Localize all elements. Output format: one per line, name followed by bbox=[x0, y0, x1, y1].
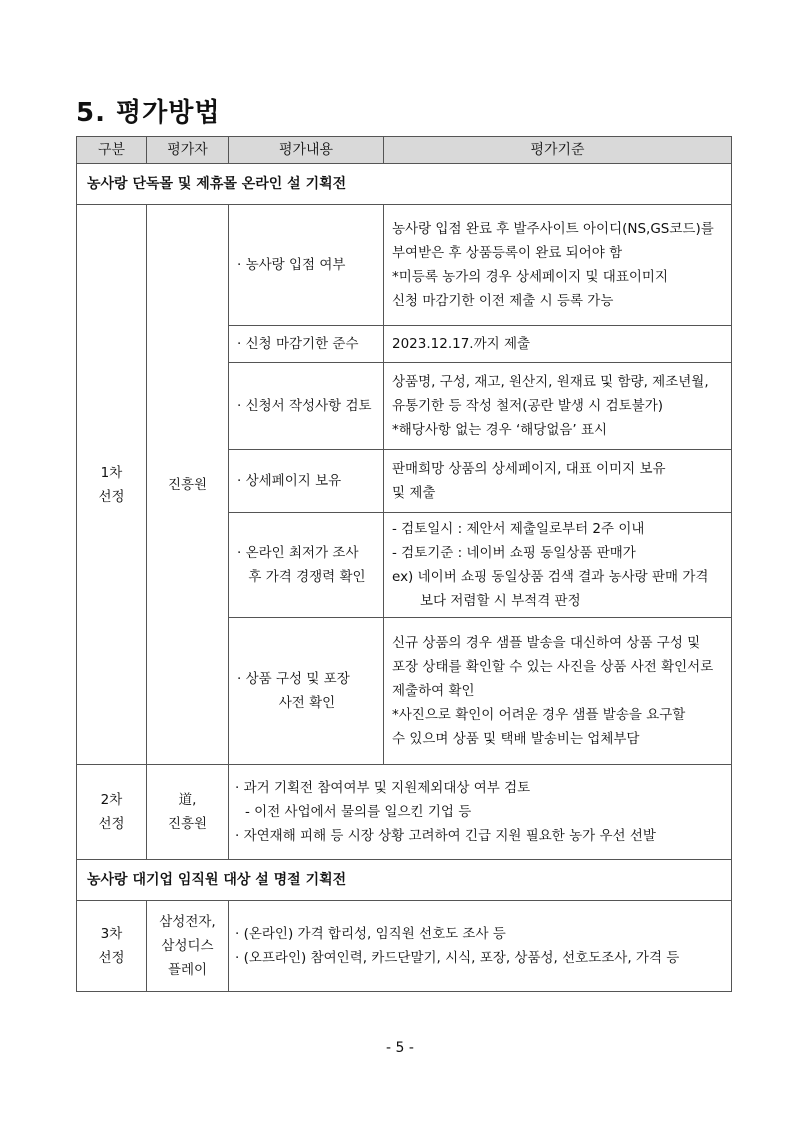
section-title: 농사랑 단독몰 및 제휴몰 온라인 설 기획전 bbox=[77, 164, 732, 205]
section-row bbox=[77, 860, 732, 901]
stage-label: 2차 선정 bbox=[77, 765, 147, 860]
header-evaluator: 평가자 bbox=[147, 137, 229, 164]
header-content: 평가내용 bbox=[229, 137, 384, 164]
page-title: 5. 평가방법 bbox=[76, 98, 221, 128]
eval-criteria: 2023.12.17.까지 제출 bbox=[384, 326, 732, 363]
header-category: 구분 bbox=[77, 137, 147, 164]
evaluator: 道, 진흥원 bbox=[147, 765, 229, 860]
stage-label: 3차 선정 bbox=[77, 901, 147, 992]
table-row bbox=[77, 205, 732, 326]
stage-label: 1차 선정 bbox=[77, 205, 147, 765]
eval-content: · 농사랑 입점 여부 bbox=[229, 205, 384, 326]
section-title: 농사랑 대기업 임직원 대상 설 명절 기획전 bbox=[77, 860, 732, 901]
eval-content: · 신청 마감기한 준수 bbox=[229, 326, 384, 363]
header-criteria: 평가기준 bbox=[384, 137, 732, 164]
eval-criteria: · 과거 기획전 참여여부 및 지원제외대상 여부 검토 - 이전 사업에서 물의를 일으킨 기업 등 · 자연재해 피해 등 시장 상황 고려하여 긴급 지원 필요한 농가 우선 선발 bbox=[229, 765, 732, 860]
section-row bbox=[77, 164, 732, 205]
eval-criteria: 신규 상품의 경우 샘플 발송을 대신하여 상품 구성 및 포장 상태를 확인할 수 있는 사진을 상품 사전 확인서로 제출하여 확인 *사진으로 확인이 어려운 경우 샘플 발송을 요구할 수 있으며 상품 및 택배 발송비는 업체부담 bbox=[384, 618, 732, 765]
eval-criteria: - 검토일시 : 제안서 제출일로부터 2주 이내 - 검토기준 : 네이버 쇼핑 동일상품 판매가 ex) 네이버 쇼핑 동일상품 검색 결과 농사랑 판매 가격 보다 저렴할 시 부적격 판정 bbox=[384, 513, 732, 618]
eval-content: · 상세페이지 보유 bbox=[229, 450, 384, 513]
table-header-row bbox=[77, 137, 732, 164]
eval-content: · 신청서 작성사항 검토 bbox=[229, 363, 384, 450]
eval-criteria: · (온라인) 가격 합리성, 임직원 선호도 조사 등 · (오프라인) 참여인력, 카드단말기, 시식, 포장, 상품성, 선호도조사, 가격 등 bbox=[229, 901, 732, 992]
eval-content: · 온라인 최저가 조사 후 가격 경쟁력 확인 bbox=[229, 513, 384, 618]
evaluator: 삼성전자, 삼성디스 플레이 bbox=[147, 901, 229, 992]
table-row bbox=[77, 765, 732, 860]
eval-criteria: 판매희망 상품의 상세페이지, 대표 이미지 보유 및 제출 bbox=[384, 450, 732, 513]
eval-content: · 상품 구성 및 포장 사전 확인 bbox=[229, 618, 384, 765]
evaluation-table bbox=[76, 136, 732, 992]
page-number: - 5 - bbox=[386, 1040, 414, 1056]
eval-criteria: 농사랑 입점 완료 후 발주사이트 아이디(NS,GS코드)를 부여받은 후 상품등록이 완료 되어야 함 *미등록 농가의 경우 상세페이지 및 대표이미지 신청 마감기한 이전 제출 시 등록 가능 bbox=[384, 205, 732, 326]
table-row bbox=[77, 901, 732, 992]
eval-criteria: 상품명, 구성, 재고, 원산지, 원재료 및 함량, 제조년월, 유통기한 등 작성 철저(공란 발생 시 검토불가) *해당사항 없는 경우 ‘해당없음’ 표시 bbox=[384, 363, 732, 450]
evaluator: 진흥원 bbox=[147, 205, 229, 765]
